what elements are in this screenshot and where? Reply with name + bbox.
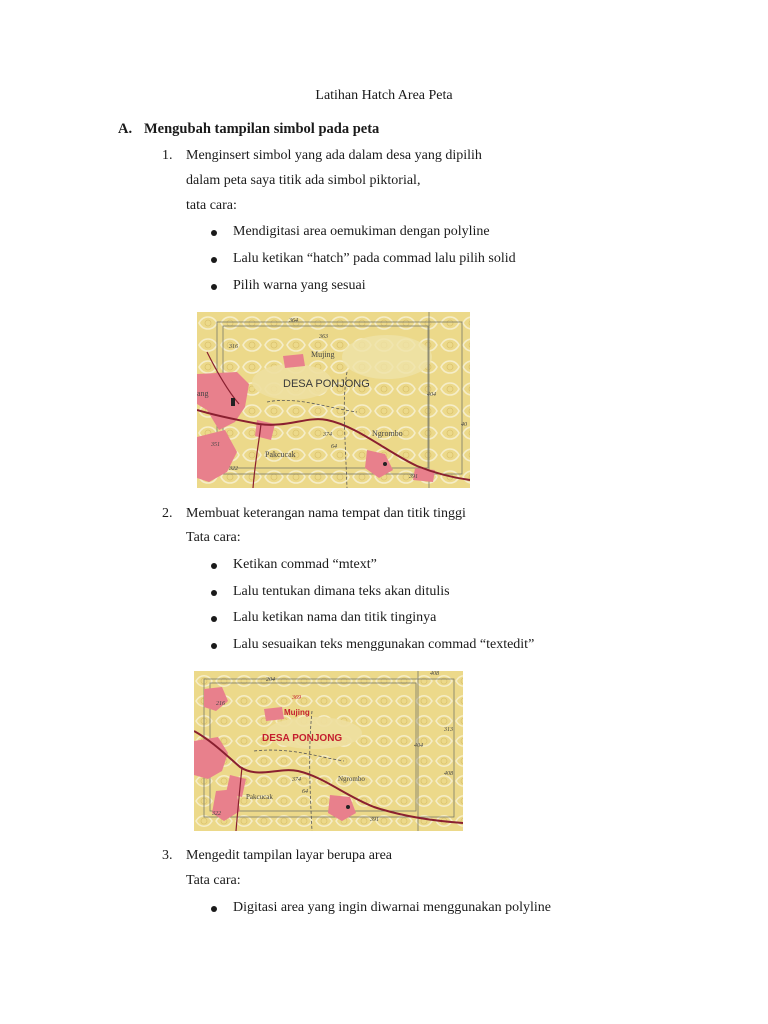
map-height-label: 64 [302, 789, 308, 795]
document-title: Latihan Hatch Area Peta [315, 88, 453, 103]
item-text: Menginsert simbol yang ada dalam desa yang dipilih [186, 148, 482, 163]
bullet-dot [211, 643, 217, 649]
map-village-label: DESA PONJONG [262, 733, 343, 744]
item-text: Mengedit tampilan layar berupa area [186, 848, 393, 863]
map-place-label: Ngrombo [338, 775, 365, 783]
item-number: 3. [162, 848, 173, 863]
bullet-item: Mendigitasi area oemukiman dengan polyline [233, 224, 490, 240]
bullet-item: Digitasi area yang ingin diwarnai menggunakan polyline [233, 900, 551, 916]
item-text: Tata cara: [186, 873, 241, 888]
map-place-label: Pakcucak [265, 450, 296, 459]
map-place-label: Mujing [311, 350, 335, 359]
section-heading [118, 121, 379, 138]
map-height-label: 391 [370, 817, 379, 823]
map-village-label: DESA PONJONG [283, 378, 370, 390]
map-height-label: 369 [292, 695, 301, 701]
item-text: Tata cara: [186, 530, 241, 545]
bullet-item: Lalu sesuaikan teks menggunakan commad “textedit” [233, 637, 534, 653]
map-height-label: 351 [211, 442, 220, 448]
item-text: Membuat keterangan nama tempat dan titik tinggi [186, 506, 466, 521]
map-height-label: 391 [409, 474, 418, 480]
map-height-label: 40 [461, 422, 467, 428]
item-text: dalam peta saya titik ada simbol piktorial, [186, 173, 421, 188]
map-image-1 [197, 312, 470, 488]
map-height-label: 204 [266, 677, 275, 683]
bullet-item: Lalu tentukan dimana teks akan ditulis [233, 584, 450, 600]
map-height-label: 313 [444, 727, 453, 733]
item-number: 1. [162, 148, 173, 163]
map-height-label: 374 [323, 432, 332, 438]
bullet-dot [211, 563, 217, 569]
bullet-dot [211, 590, 217, 596]
bullet-item: Lalu ketikan nama dan titik tinginya [233, 610, 436, 626]
bullet-dot [211, 906, 217, 912]
bullet-dot [211, 284, 217, 290]
item-text: tata cara: [186, 198, 237, 213]
section-heading-text: Mengubah tampilan simbol pada peta [144, 121, 380, 137]
map-height-label: 322 [229, 466, 238, 472]
map-height-label: 64 [331, 444, 337, 450]
map-height-label: 374 [292, 777, 301, 783]
section-letter: A. [118, 121, 133, 137]
bullet-item: Lalu ketikan “hatch” pada commad lalu pilih solid [233, 251, 516, 267]
map-height-label: 363 [319, 334, 328, 340]
item-number: 2. [162, 506, 173, 521]
bullet-item: Pilih warna yang sesuai [233, 278, 366, 294]
bullet-dot [211, 257, 217, 263]
bullet-dot [211, 616, 217, 622]
map-image-2 [194, 671, 463, 831]
map-height-label: 408 [430, 671, 439, 677]
map-height-label: 404 [427, 392, 436, 398]
map-height-label: 322 [212, 811, 221, 817]
map-height-label: 216 [216, 701, 225, 707]
map-place-label: Mujing [284, 708, 310, 717]
map-place-label: ang [197, 389, 209, 398]
map-height-label: 364 [289, 318, 298, 324]
map-height-label: 404 [414, 743, 423, 749]
map-place-label: Ngrombo [372, 429, 403, 438]
bullet-dot [211, 230, 217, 236]
map-height-label: 316 [229, 344, 238, 350]
map-height-label: 408 [444, 771, 453, 777]
bullet-item: Ketikan commad “mtext” [233, 557, 377, 573]
map-place-label: Pakcucak [246, 793, 273, 801]
